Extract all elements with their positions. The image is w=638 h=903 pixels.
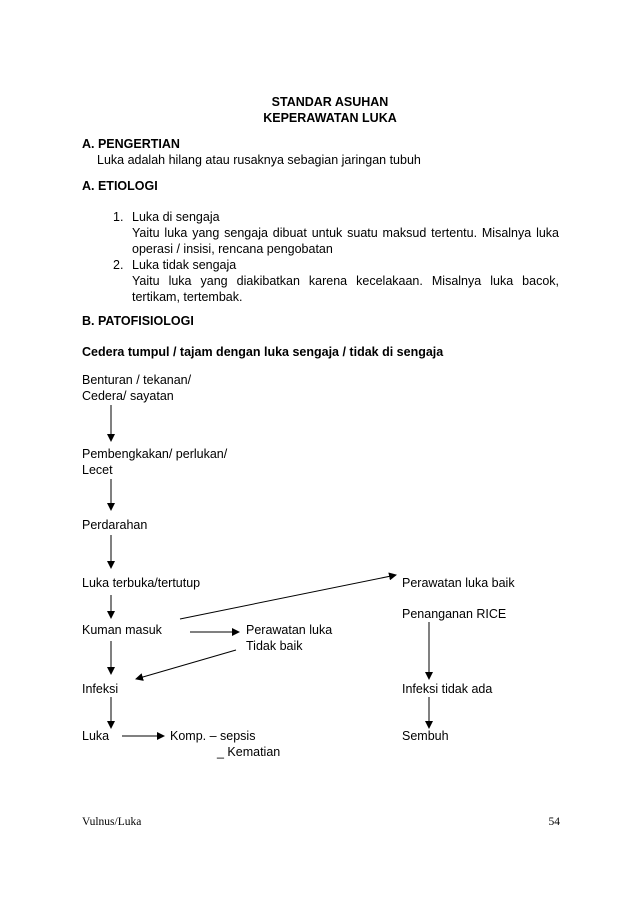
etiologi-item-1-desc: Yaitu luka yang sengaja dibuat untuk suatu maksud tertentu. Misalnya luka operasi / insisi, rencana pengobatan (132, 226, 559, 256)
flow-perawatan-tidak-line-2: Tidak baik (246, 639, 303, 653)
etiologi-item-2-title: Luka tidak sengaja (132, 258, 237, 272)
title-line-1: STANDAR ASUHAN (271, 95, 389, 109)
heading-pengertian: A. PENGERTIAN (82, 137, 180, 151)
footer-label: Vulnus/Luka (82, 816, 142, 828)
flow-luka-terbuka: Luka terbuka/tertutup (82, 576, 201, 590)
etiologi-item-1-title: Luka di sengaja (132, 210, 220, 224)
title-line-2: KEPERAWATAN LUKA (263, 111, 397, 125)
flow-luka: Luka (82, 729, 110, 743)
etiologi-item-1-number: 1. (113, 210, 124, 224)
flow-infeksi-tidak-ada: Infeksi tidak ada (402, 682, 493, 696)
flow-pembengkakan-line-1: Pembengkakan/ perlukan/ (82, 447, 228, 461)
flow-pembengkakan-line-2: Lecet (82, 463, 113, 477)
heading-patofisiologi: B. PATOFISIOLOGI (82, 314, 194, 328)
flow-kematian: _ Kematian (217, 745, 281, 759)
flow-benturan-line-2: Cedera/ sayatan (82, 389, 174, 403)
etiologi-item-2-desc: Yaitu luka yang diakibatkan karena kecelakaan. Misalnya luka bacok, tertikam, tertembak. (132, 274, 559, 304)
flow-kuman-masuk: Kuman masuk (82, 623, 162, 637)
flow-perawatan-baik: Perawatan luka baik (402, 576, 515, 590)
arrow-perawatan-tidak-to-infeksi (136, 650, 236, 679)
flow-sembuh: Sembuh (402, 729, 449, 743)
pengertian-text: Luka adalah hilang atau rusaknya sebagian jaringan tubuh (97, 153, 421, 167)
flow-perawatan-tidak-line-1: Perawatan luka (246, 623, 333, 637)
etiologi-item-2-number: 2. (113, 258, 124, 272)
arrow-to-perawatan-baik (180, 575, 396, 619)
flow-perdarahan: Perdarahan (82, 518, 148, 532)
heading-etiologi: A. ETIOLOGI (82, 179, 158, 193)
patofisiologi-subheading: Cedera tumpul / tajam dengan luka sengaja / tidak di sengaja (82, 345, 444, 359)
page-number: 54 (548, 816, 560, 828)
flow-infeksi: Infeksi (82, 682, 119, 696)
flow-benturan-line-1: Benturan / tekanan/ (82, 373, 192, 387)
flow-penanganan-rice: Penanganan RICE (402, 607, 507, 621)
flow-komp-sepsis: Komp. – sepsis (170, 729, 256, 743)
